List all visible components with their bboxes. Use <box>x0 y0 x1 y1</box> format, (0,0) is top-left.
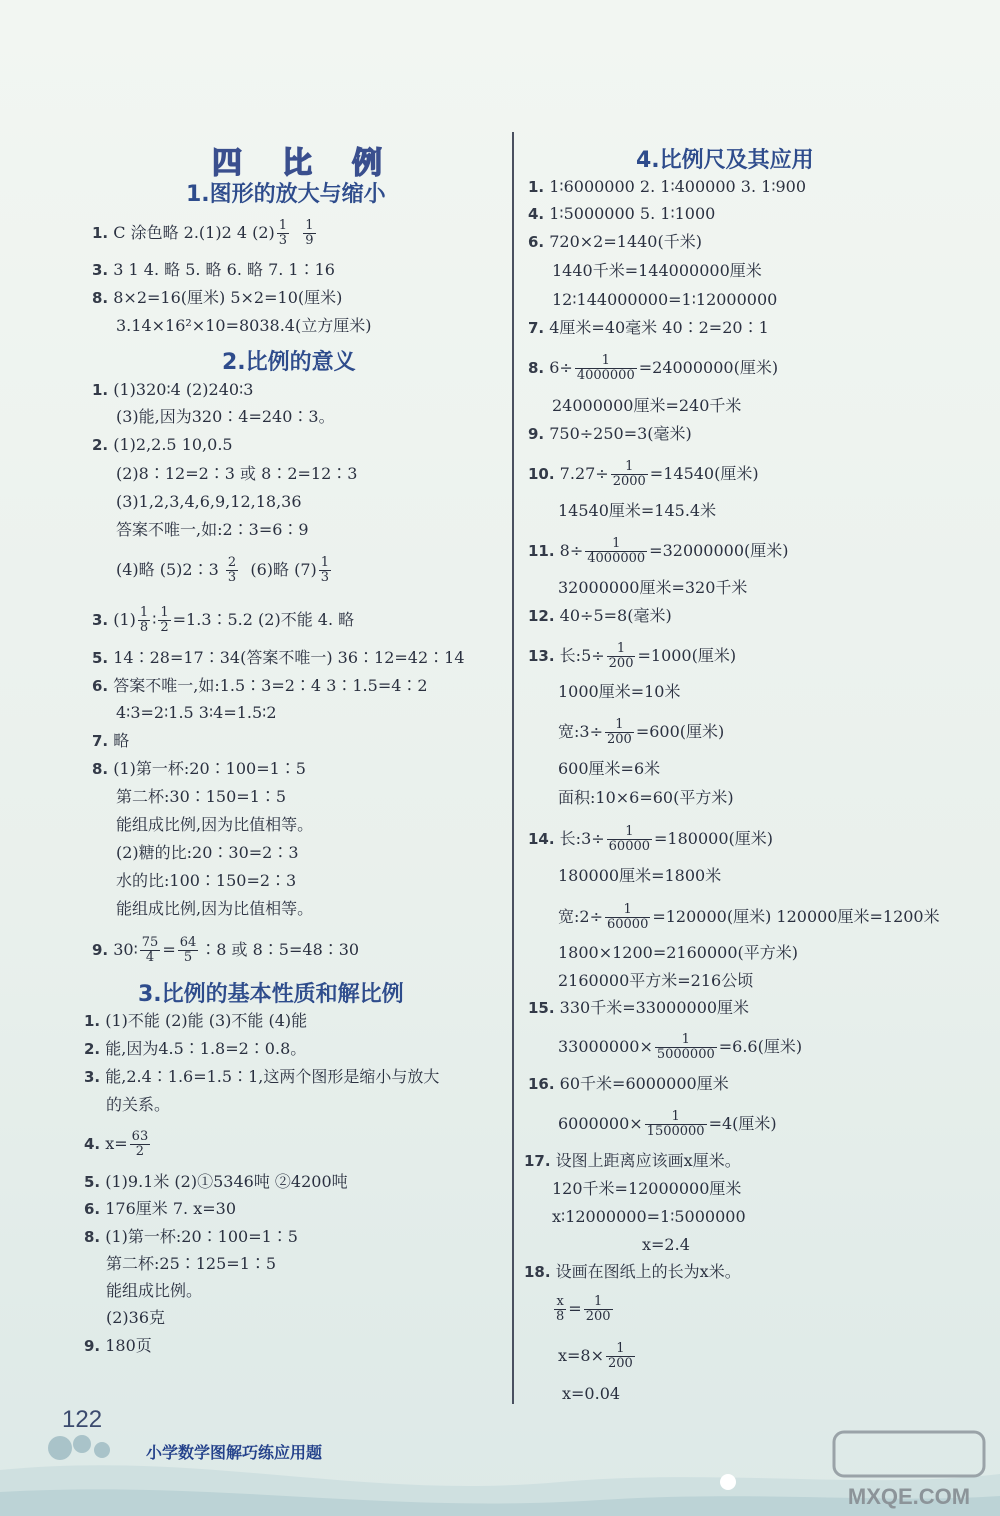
answer-line: 13. 长:5÷ $\frac{1}{200}$ =1000(厘米) <box>528 641 737 671</box>
answer-line: 5. 14∶28=17∶34(答案不唯一) 36∶12=42∶14 <box>92 648 465 667</box>
answer-line: 17. 设图上距离应该画x厘米。 <box>524 1151 741 1170</box>
answer-line: 11. 8÷ $\frac{1}{4000000}$ =32000000(厘米) <box>528 536 789 566</box>
answer-line: 8. (1)第一杯:20∶100=1∶5 <box>92 759 306 778</box>
answer-line: 水的比:100∶150=2∶3 <box>116 871 297 890</box>
answer-line: 14. 长:3÷ $\frac{1}{60000}$ =180000(厘米) <box>528 824 773 854</box>
answer-line: 第二杯:30∶150=1∶5 <box>116 787 287 806</box>
answer-line: (3)1,2,3,4,6,9,12,18,36 <box>116 492 302 511</box>
answer-line: x∶12000000=1∶5000000 <box>552 1207 746 1226</box>
answer-line: 能组成比例,因为比值相等。 <box>116 815 314 834</box>
watermark-logo <box>826 1428 996 1514</box>
answer-line: 5. (1)9.1米 (2)①5346吨 ②4200吨 <box>84 1172 348 1191</box>
answer-line: 第二杯:25∶125=1∶5 <box>106 1254 277 1273</box>
answer-line: 9. 750÷250=3(毫米) <box>528 424 692 443</box>
section-3-title: 3.比例的基本性质和解比例 <box>138 982 404 1007</box>
answer-line: 1. C 涂色略 2.(1)2 4 (2) $\frac{1}{3}$ $\frac{1}{9}$ <box>92 218 314 248</box>
answer-line: 2160000平方米=216公顷 <box>558 971 754 990</box>
answer-line: 3. 能,2.4∶1.6=1.5∶1,这两个图形是缩小与放大 <box>84 1067 440 1086</box>
answer-line: (2)糖的比:20∶30=2∶3 <box>116 843 299 862</box>
chapter-title: 四比例 <box>212 146 422 181</box>
answer-line: 18. 设画在图纸上的长为x米。 <box>524 1262 741 1281</box>
answer-line: 120千米=12000000厘米 <box>552 1179 742 1198</box>
answer-line: 1440千米=144000000厘米 <box>552 261 762 280</box>
answer-line: (2)36克 <box>106 1308 166 1327</box>
answer-line: 1. (1)320∶4 (2)240∶3 <box>92 380 254 399</box>
answer-line: 能组成比例。 <box>106 1281 203 1300</box>
answer-line: x=2.4 <box>642 1235 690 1254</box>
answer-line: 24000000厘米=240千米 <box>552 396 742 415</box>
answer-line: 4. 1∶5000000 5. 1∶1000 <box>528 204 716 223</box>
answer-line: 2. 能,因为4.5∶1.8=2∶0.8。 <box>84 1039 307 1058</box>
answer-line: 14540厘米=145.4米 <box>558 501 717 520</box>
answer-line: 4. x= $\frac{63}{2}$ <box>84 1129 149 1159</box>
answer-line: 8. 6÷ $\frac{1}{4000000}$ =24000000(厘米) <box>528 353 779 383</box>
answer-line: 面积:10×6=60(平方米) <box>558 788 734 807</box>
column-divider <box>512 132 514 1404</box>
answer-line: 180000厘米=1800米 <box>558 866 722 885</box>
answer-line: 10. 7.27÷ $\frac{1}{2000}$ =14540(厘米) <box>528 459 759 489</box>
answer-line: 的关系。 <box>106 1095 171 1114</box>
answer-line: 12∶144000000=1∶12000000 <box>552 290 778 309</box>
section-1-title: 1.图形的放大与缩小 <box>186 182 386 207</box>
answer-line: 6. 答案不唯一,如:1.5∶3=2∶4 3∶1.5=4∶2 <box>92 676 428 695</box>
answer-line: 600厘米=6米 <box>558 759 661 778</box>
answer-line: 8. (1)第一杯:20∶100=1∶5 <box>84 1227 298 1246</box>
answer-line: 答案不唯一,如:2∶3=6∶9 <box>116 520 309 539</box>
page-number: 122 <box>62 1406 103 1433</box>
watermark-text: MXQE.COM <box>847 1484 971 1509</box>
footer-book-title: 小学数学图解巧练应用题 <box>146 1443 323 1462</box>
answer-line: (2)8∶12=2∶3 或 8∶2=12∶3 <box>116 464 358 483</box>
answer-line: 15. 330千米=33000000厘米 <box>528 998 750 1017</box>
answer-line: 1000厘米=10米 <box>558 682 681 701</box>
answer-line: (3)能,因为320∶4=240∶3。 <box>116 407 335 426</box>
answer-line: x=0.04 <box>562 1384 621 1403</box>
answer-line: 6. 720×2=1440(千米) <box>528 232 702 251</box>
answer-line: (4)略 (5)2∶3 $\frac{2}{3}$ (6)略 (7) $\frac{1}{3}$ <box>116 555 330 585</box>
answer-line: 4∶3=2∶1.5 3∶4=1.5∶2 <box>116 703 277 722</box>
answer-line: 9. 180页 <box>84 1336 152 1355</box>
answer-line: 7. 4厘米=40毫米 40∶2=20∶1 <box>528 318 769 337</box>
answer-line: 3. (1) $\frac{1}{8}$ ∶ $\frac{1}{2}$ =1.3∶5.2 (2)不能 4. 略 <box>92 605 355 635</box>
answer-line: 8. 8×2=16(厘米) 5×2=10(厘米) <box>92 288 343 307</box>
answer-line: 16. 60千米=6000000厘米 <box>528 1074 729 1093</box>
answer-line: 3. 3 1 4. 略 5. 略 6. 略 7. 1∶16 <box>92 260 335 279</box>
section-2-title: 2.比例的意义 <box>222 350 356 375</box>
answer-line: 宽:2÷ $\frac{1}{60000}$ =120000(厘米) 120000厘米=1200米 <box>558 902 940 932</box>
answer-line: 能组成比例,因为比值相等。 <box>116 899 314 918</box>
answer-line: 1. (1)不能 (2)能 (3)不能 (4)能 <box>84 1011 308 1030</box>
answer-line: 宽:3÷ $\frac{1}{200}$ =600(厘米) <box>558 717 725 747</box>
answer-line: 12. 40÷5=8(毫米) <box>528 606 672 625</box>
answer-line: x=8× $\frac{1}{200}$ <box>558 1341 633 1371</box>
answer-line: 2. (1)2,2.5 10,0.5 <box>92 435 233 454</box>
answer-line: 6. 176厘米 7. x=30 <box>84 1199 237 1218</box>
answer-line: 7. 略 <box>92 731 130 750</box>
answer-line: 6000000× $\frac{1}{1500000}$ =4(厘米) <box>558 1109 777 1139</box>
answer-line: 9. 30∶ $\frac{75}{4}$ = $\frac{64}{5}$ ∶8 或 8∶5=48∶30 <box>92 935 360 965</box>
answer-line: 1. 1∶6000000 2. 1∶400000 3. 1∶900 <box>528 177 807 196</box>
answer-line: 33000000× $\frac{1}{5000000}$ =6.6(厘米) <box>558 1032 803 1062</box>
answer-line: $\frac{x}{8}$ = $\frac{1}{200}$ <box>556 1294 611 1324</box>
answer-line: 1800×1200=2160000(平方米) <box>558 943 798 962</box>
answer-line: 32000000厘米=320千米 <box>558 578 748 597</box>
answer-line: 3.14×16²×10=8038.4(立方厘米) <box>116 316 372 335</box>
section-4-title: 4.比例尺及其应用 <box>636 148 814 173</box>
